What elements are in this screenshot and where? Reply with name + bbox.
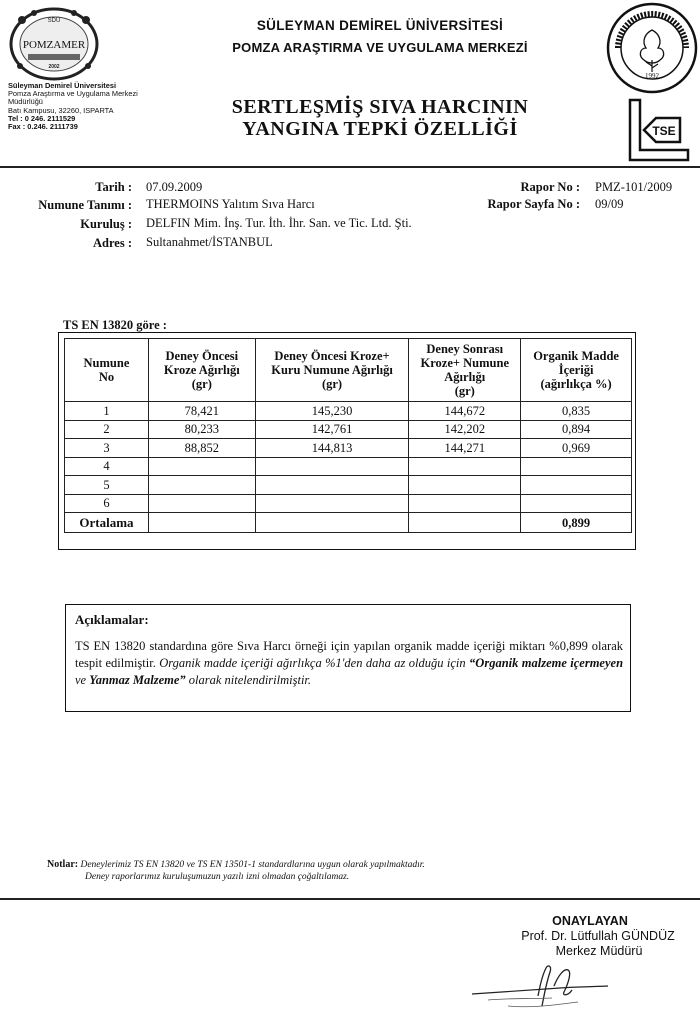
cell-dry-sample-weight [255, 494, 409, 513]
institution-phone: Tel : 0 246. 2111529 [8, 113, 76, 123]
results-table [64, 338, 632, 533]
cell-after-test-weight: 144,672 [409, 402, 521, 421]
report-no-value: PMZ-101/2009 [595, 180, 673, 194]
cell-after-test-weight [409, 457, 521, 476]
cell-organic-content [521, 494, 632, 513]
report-no-label: Rapor No : [520, 180, 580, 194]
svg-text:SDÜ: SDÜ [47, 18, 61, 24]
notes-line1: Deneylerimiz TS EN 13820 ve TS EN 13501-1 standardlarına uygun olarak yapılmaktadır. [80, 860, 425, 870]
report-page-value: 09/09 [595, 197, 624, 211]
notes-block [47, 859, 425, 883]
address-value: Sultanahmet/İSTANBUL [146, 235, 273, 249]
cell-sample-no: 1 [65, 402, 149, 421]
cell-sample-no: 2 [65, 420, 149, 439]
approver-name: Prof. Dr. Lütfullah GÜNDÜZ [521, 929, 675, 943]
document-title-line1: SERTLEŞMİŞ SIVA HARCININ [231, 96, 529, 118]
cell-dry-sample-weight [255, 457, 409, 476]
cell-organic-content: 0,835 [521, 402, 632, 421]
svg-text:2002: 2002 [48, 64, 60, 70]
institution-line: Batı Kampusu, 32260, ISPARTA [8, 105, 114, 115]
explanation-plain: TS EN 13820 standardına göre Sıva Harcı örneği için yapılan organik madde içeriği miktarı %0,899 olarak tespit edilmiştir. [75, 639, 623, 670]
cell-after-test-weight: 142,202 [409, 420, 521, 439]
approver-title: Merkez Müdürü [555, 944, 643, 958]
signature [468, 956, 618, 1018]
date-value: 07.09.2009 [146, 180, 203, 194]
cell-sample-no: 6 [65, 494, 149, 513]
cell-organic-content [521, 476, 632, 495]
cell-dry-sample-weight: 145,230 [255, 402, 409, 421]
logo-left-text: POMZAMER [22, 39, 86, 51]
table-row [65, 476, 632, 495]
company-value: DELFIN Mim. İnş. Tur. İth. İhr. San. ve Tic. Ltd. Şti. [146, 216, 412, 230]
col-header-sample-no: Numune No [65, 339, 149, 402]
footer-rule [0, 898, 700, 900]
cell-after-test-weight [409, 476, 521, 495]
table-row [65, 439, 632, 458]
cell-crucible-weight: 78,421 [148, 402, 255, 421]
table-average-row [65, 513, 632, 533]
explanation-bold-1: “Organik malzeme içermeyen [469, 656, 624, 670]
document-title-line2: YANGINA TEPKİ ÖZELLİĞİ [242, 118, 518, 140]
notes-line2: Deney raporlarımız kuruluşumuzun yazılı izni olmadan çoğaltılamaz. [85, 872, 350, 882]
cell-crucible-weight: 88,852 [148, 439, 255, 458]
pomzamer-logo [8, 6, 100, 82]
date-label: Tarih : [95, 180, 132, 194]
university-seal [606, 2, 698, 94]
table-caption: TS EN 13820 göre : [63, 318, 167, 332]
cell-organic-content: 0,969 [521, 439, 632, 458]
col-header-dry-sample-weight: Deney Öncesi Kroze+ Kuru Numune Ağırlığı (gr) [255, 339, 409, 402]
col-header-after-test-weight: Deney Sonrası Kroze+ Numune Ağırlığı (gr) [409, 339, 521, 402]
seal-year: 1992 [645, 72, 659, 80]
company-label: Kuruluş : [80, 217, 132, 231]
address-label: Adres : [92, 236, 132, 250]
tse-logo-text: TSE [652, 124, 676, 138]
institution-line: Müdürlüğü [8, 97, 43, 107]
research-center-name: POMZA ARAŞTIRMA VE UYGULAMA MERKEZİ [232, 40, 528, 55]
tse-logo [624, 96, 692, 164]
table-row [65, 494, 632, 513]
cell-crucible-weight [148, 476, 255, 495]
cell-dry-sample-weight: 142,761 [255, 420, 409, 439]
explanation-italic: Organik madde içeriği ağırlıkça %1'den daha az olduğu için [159, 656, 466, 670]
explanation-title: Açıklamalar: [75, 612, 149, 627]
report-page-label: Rapor Sayfa No : [487, 197, 580, 211]
approval-heading: ONAYLAYAN [552, 914, 628, 928]
col-header-crucible-weight: Deney Öncesi Kroze Ağırlığı (gr) [148, 339, 255, 402]
cell-sample-no: 5 [65, 476, 149, 495]
sample-label: Numune Tanımı : [38, 198, 132, 212]
cell-after-test-weight: 144,271 [409, 439, 521, 458]
average-label: Ortalama [65, 513, 149, 533]
sample-value: THERMOINS Yalıtım Sıva Harcı [146, 197, 315, 211]
explanation-italic-3: olarak nitelendirilmiştir. [188, 673, 312, 687]
institution-fax: Fax : 0.246. 2111739 [8, 122, 78, 132]
cell-sample-no: 3 [65, 439, 149, 458]
university-name: SÜLEYMAN DEMİREL ÜNİVERSİTESİ [256, 18, 504, 33]
table-header-row [65, 339, 632, 402]
institution-line: Süleyman Demirel Üniversitesi [8, 81, 117, 90]
cell-crucible-weight [148, 494, 255, 513]
explanation-italic-2: ve [75, 673, 87, 687]
cell-crucible-weight [148, 457, 255, 476]
cell-dry-sample-weight: 144,813 [255, 439, 409, 458]
cell-organic-content: 0,894 [521, 420, 632, 439]
col-header-organic-content: Organik Madde İçeriği (ağırlıkça %) [521, 339, 632, 402]
notes-label: Notlar: [47, 859, 79, 870]
table-row [65, 457, 632, 476]
explanation-text [75, 638, 623, 689]
header-rule [0, 166, 700, 168]
cell-crucible-weight: 80,233 [148, 420, 255, 439]
table-row [65, 420, 632, 439]
cell-organic-content [521, 457, 632, 476]
institution-line: Pomza Araştırma ve Uygulama Merkezi [8, 89, 138, 99]
average-value: 0,899 [521, 513, 632, 533]
cell-dry-sample-weight [255, 476, 409, 495]
cell-sample-no: 4 [65, 457, 149, 476]
table-row [65, 402, 632, 421]
cell-after-test-weight [409, 494, 521, 513]
explanation-bold-2: Yanmaz Malzeme” [89, 673, 186, 687]
